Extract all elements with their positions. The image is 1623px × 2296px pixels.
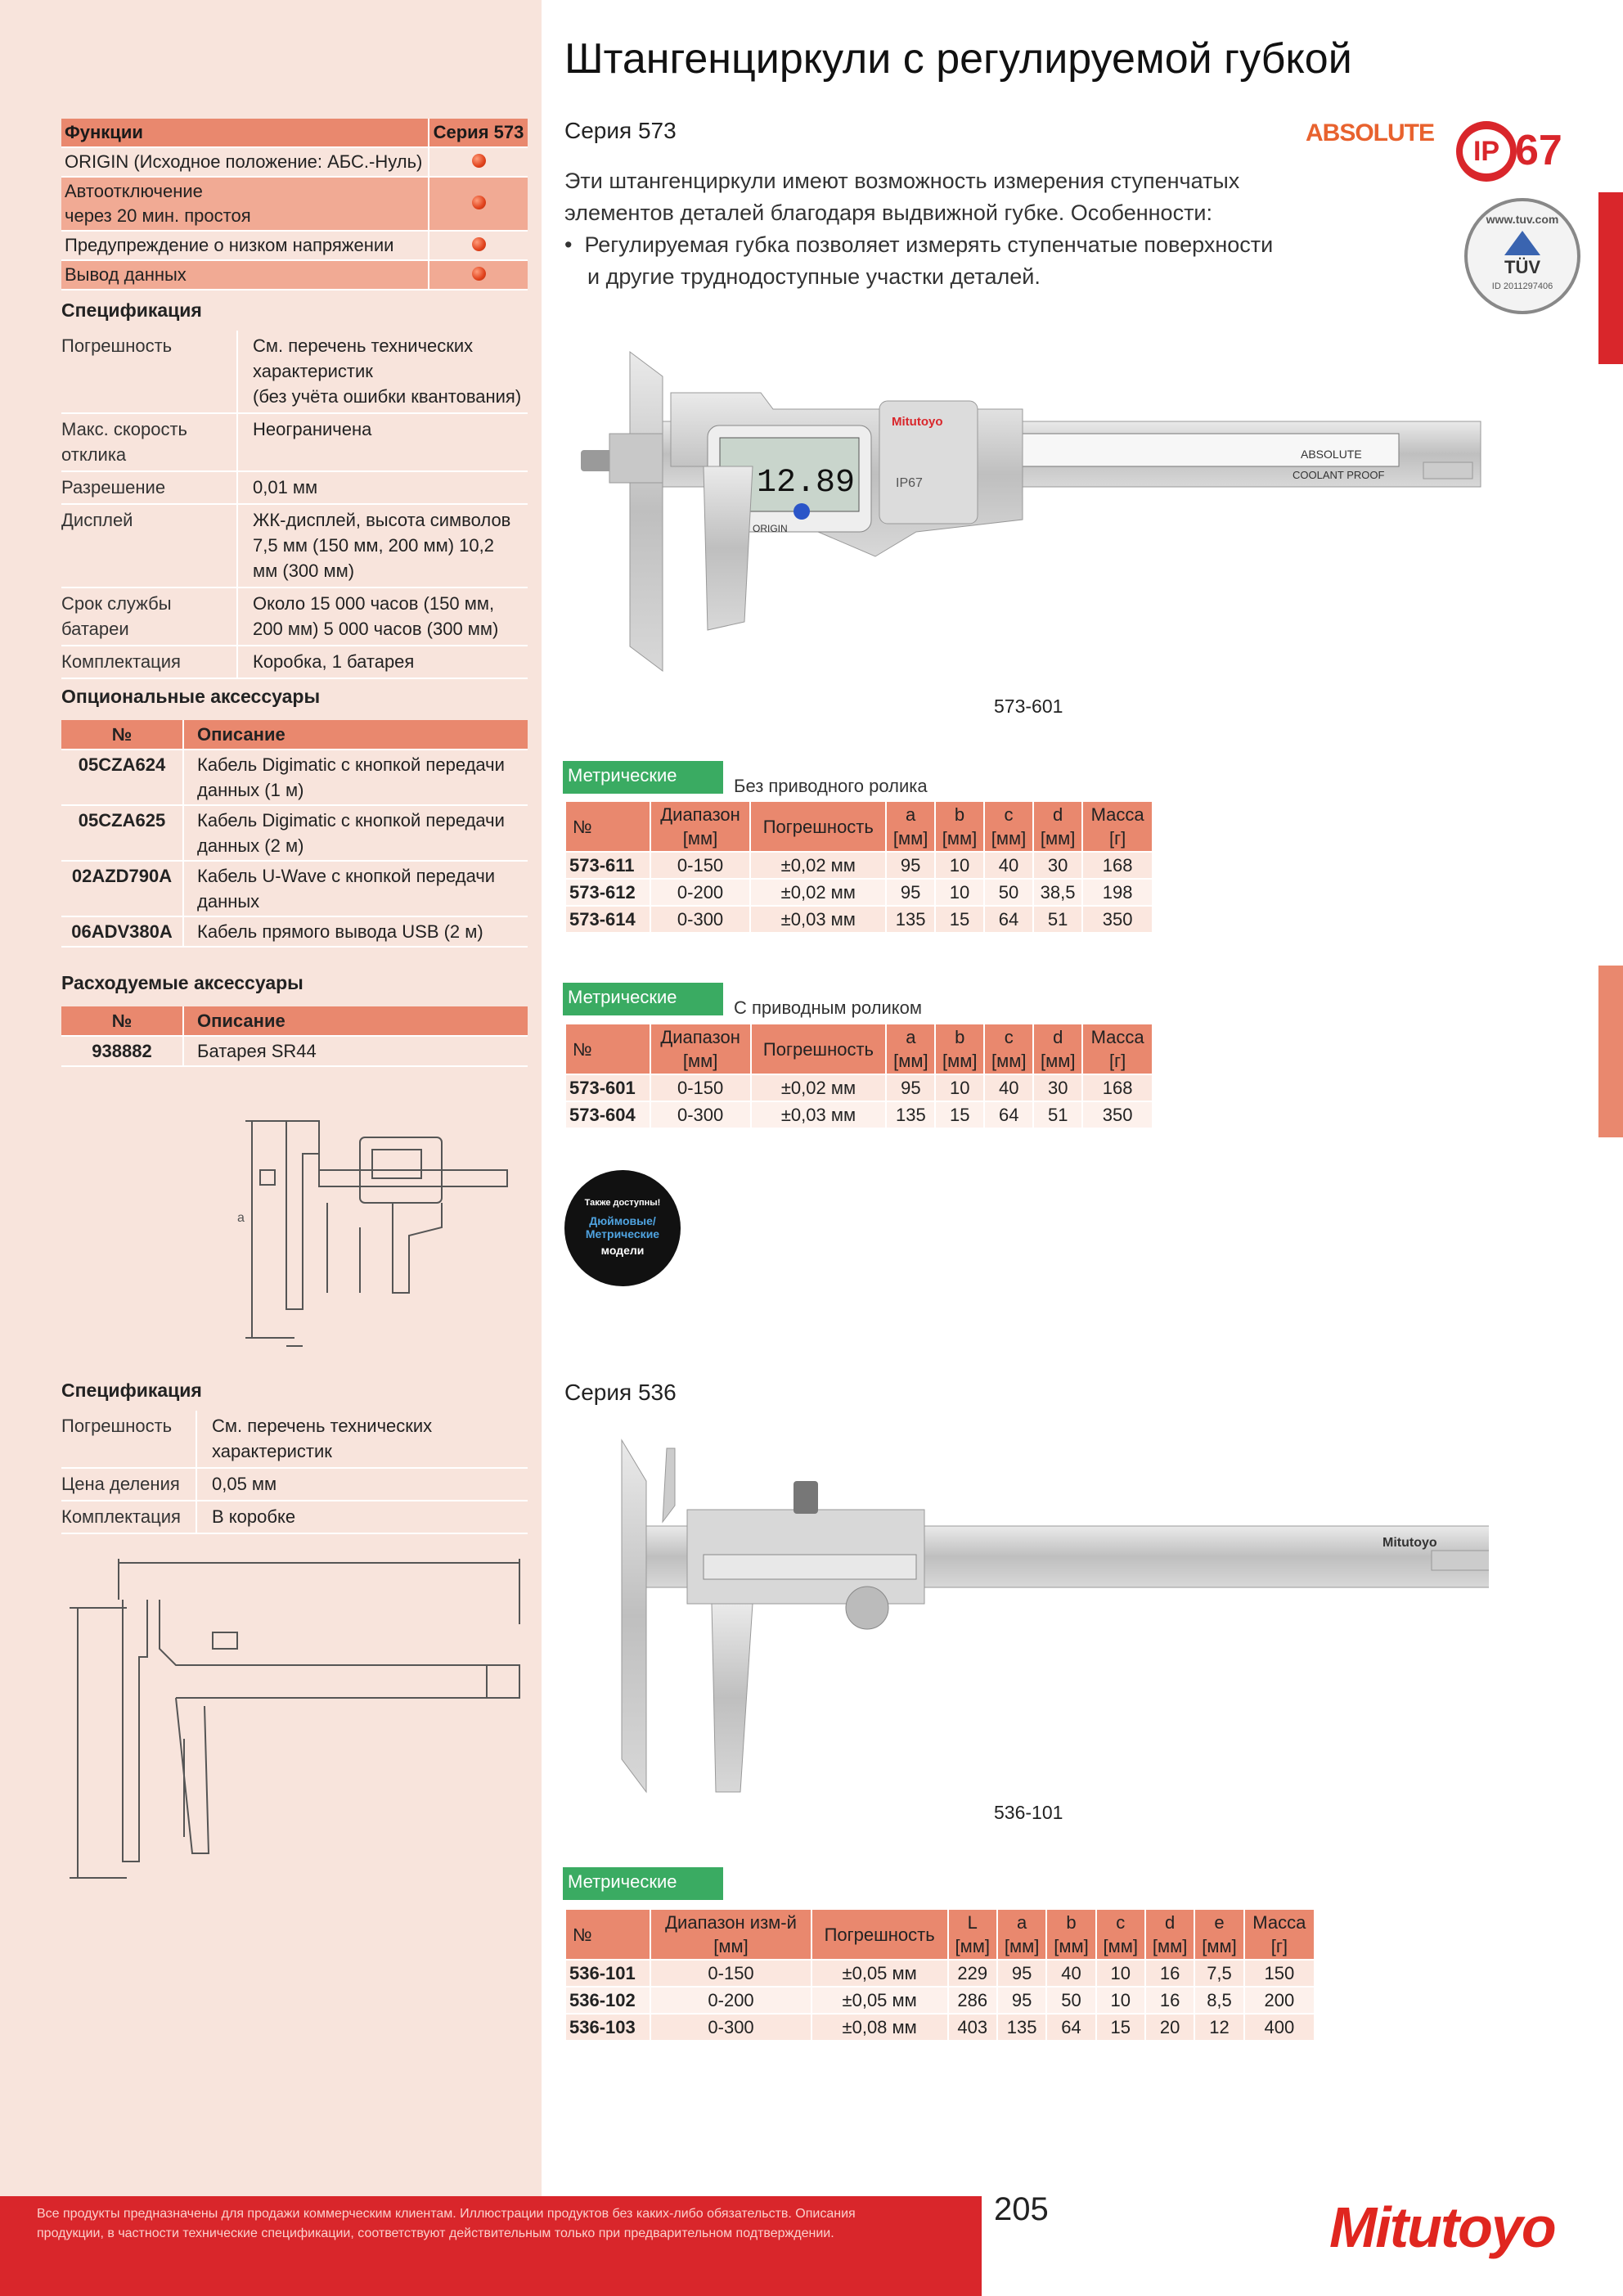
intro-text: Эти штангенциркули имеют возможность измерения ступенчатых элементов деталей благодаря выдвижной губке. Особенности: bbox=[564, 169, 1240, 225]
table-cell: 30 bbox=[1033, 852, 1082, 879]
column-header: c [мм] bbox=[984, 801, 1033, 852]
spec-key: Дисплей bbox=[61, 504, 237, 588]
table-cell: 198 bbox=[1082, 879, 1153, 906]
caliper-absolute-mark: ABSOLUTE bbox=[1301, 448, 1362, 461]
column-header: Масса [г] bbox=[1082, 801, 1153, 852]
table-cell: 16 bbox=[1145, 1960, 1194, 1987]
caliper536-brand: Mitutoyo bbox=[1382, 1536, 1437, 1550]
dimension-drawing-536 bbox=[61, 1551, 536, 1902]
caliper-573-image bbox=[564, 344, 1489, 687]
acc-part-number: 05CZA625 bbox=[61, 805, 183, 861]
feature-support bbox=[429, 260, 528, 290]
table-536 bbox=[564, 1908, 1315, 2042]
feature-support bbox=[429, 147, 528, 177]
spec536-table bbox=[61, 1411, 528, 1534]
column-header: № bbox=[565, 1024, 650, 1074]
table-cell: 135 bbox=[886, 906, 935, 933]
ip-number: 67 bbox=[1515, 127, 1562, 174]
table-header-row bbox=[565, 1024, 1153, 1074]
model-number: 536-103 bbox=[565, 2014, 650, 2041]
table-cell: 15 bbox=[935, 906, 984, 933]
table-cell: 95 bbox=[886, 879, 935, 906]
column-header: Масса [г] bbox=[1244, 1909, 1315, 1960]
lcd-reading: 12.89 bbox=[757, 465, 856, 502]
table-row bbox=[565, 2014, 1315, 2041]
ip-letters: IP bbox=[1463, 129, 1510, 173]
column-header: a [мм] bbox=[886, 801, 935, 852]
spec-key: Комплектация bbox=[61, 646, 237, 678]
acc-part-number: 938882 bbox=[61, 1036, 183, 1066]
spec-key: Срок службы батареи bbox=[61, 588, 237, 646]
table1-subtitle: Без приводного ролика bbox=[734, 776, 928, 796]
table-cell: 50 bbox=[984, 879, 1033, 906]
table-cell: 0-200 bbox=[650, 1987, 811, 2014]
spec573-table bbox=[61, 331, 528, 679]
spec-key: Комплектация bbox=[61, 1501, 196, 1533]
spec-value: См. перечень технических характеристик bbox=[196, 1411, 528, 1468]
column-header: d [мм] bbox=[1145, 1909, 1194, 1960]
table-cell: 0-300 bbox=[650, 906, 751, 933]
column-header: b [мм] bbox=[935, 801, 984, 852]
spec-row bbox=[61, 1468, 528, 1501]
table-cell: 135 bbox=[886, 1101, 935, 1128]
model-number: 573-604 bbox=[565, 1101, 650, 1128]
optional-table bbox=[61, 720, 528, 948]
side-tab-red bbox=[1598, 192, 1623, 364]
tuv-mark: TÜV bbox=[1504, 257, 1540, 277]
model-number: 573-614 bbox=[565, 906, 650, 933]
table-cell: 10 bbox=[935, 879, 984, 906]
caption-573: 573-601 bbox=[994, 696, 1063, 717]
origin-button-label: ORIGIN bbox=[753, 523, 788, 534]
spec-key: Макс. скорость отклика bbox=[61, 413, 237, 471]
feature-name: ORIGIN (Исходное положение: АБС.-Нуль) bbox=[61, 147, 429, 177]
spec-key: Погрешность bbox=[61, 331, 237, 413]
feature-name: Вывод данных bbox=[61, 260, 429, 290]
column-header: b [мм] bbox=[935, 1024, 984, 1074]
metric-tag-3: Метрические bbox=[563, 1867, 723, 1900]
absolute-badge: ABSOLUTE bbox=[1306, 119, 1434, 146]
acc-row bbox=[61, 916, 528, 947]
spec-key: Погрешность bbox=[61, 1411, 196, 1468]
acc-part-number: 05CZA624 bbox=[61, 750, 183, 805]
acc-part-number: 02AZD790A bbox=[61, 861, 183, 916]
model-number: 536-101 bbox=[565, 1960, 650, 1987]
table-cell: 30 bbox=[1033, 1074, 1082, 1101]
spec-value: Неограничена bbox=[237, 413, 528, 471]
spec-value: ЖК-дисплей, высота символов 7,5 мм (150 мм, 200 мм) 10,2 мм (300 мм) bbox=[237, 504, 528, 588]
table-cell: 0-300 bbox=[650, 1101, 751, 1128]
metric-tag-1: Метрические bbox=[563, 761, 723, 794]
model-number: 573-601 bbox=[565, 1074, 650, 1101]
table2-subtitle: С приводным роликом bbox=[734, 997, 923, 1018]
column-header: a [мм] bbox=[886, 1024, 935, 1074]
spec-value: Коробка, 1 батарея bbox=[237, 646, 528, 678]
table-row bbox=[565, 1960, 1315, 1987]
table-cell: ±0,05 мм bbox=[812, 1987, 948, 2014]
caliper-coolant-mark: COOLANT PROOF bbox=[1293, 469, 1385, 481]
series573-intro bbox=[564, 165, 1301, 293]
column-header: Погрешность bbox=[812, 1909, 948, 1960]
table-cell: 229 bbox=[948, 1960, 997, 1987]
feature-row bbox=[61, 177, 528, 231]
table-cell: 95 bbox=[997, 1960, 1046, 1987]
feature-row bbox=[61, 260, 528, 290]
intro-bullet: • Регулируемая губка позволяет измерять ступенчатые поверхности и другие труднодоступные участки деталей. bbox=[564, 232, 1274, 289]
feature-row bbox=[61, 231, 528, 260]
acc-description: Кабель прямого вывода USB (2 м) bbox=[183, 916, 528, 947]
acc-description: Кабель Digimatic с кнопкой передачи данных (2 м) bbox=[183, 805, 528, 861]
dimension-drawing-573 bbox=[237, 1105, 519, 1350]
caliper-ip-mark: IP67 bbox=[896, 476, 923, 490]
tuv-id: ID 2011297406 bbox=[1491, 281, 1553, 291]
table-cell: 95 bbox=[886, 1074, 935, 1101]
spec536-title: Спецификация bbox=[61, 1380, 202, 1401]
table-cell: 350 bbox=[1082, 906, 1153, 933]
table-cell: 64 bbox=[1046, 2014, 1095, 2041]
series573-label: Серия 573 bbox=[564, 118, 677, 143]
table-cell: ±0,03 мм bbox=[751, 1101, 887, 1128]
drawing-label-a: a bbox=[237, 1211, 245, 1225]
table-cell: 0-150 bbox=[650, 852, 751, 879]
acc-header-row bbox=[61, 720, 528, 750]
table-cell: 12 bbox=[1194, 2014, 1243, 2041]
spec-value: Около 15 000 часов (150 мм, 200 мм) 5 000 часов (300 мм) bbox=[237, 588, 528, 646]
table-cell: 15 bbox=[1096, 2014, 1145, 2041]
column-header: c [мм] bbox=[984, 1024, 1033, 1074]
model-number: 536-102 bbox=[565, 1987, 650, 2014]
column-header: L [мм] bbox=[948, 1909, 997, 1960]
column-header: b [мм] bbox=[1046, 1909, 1095, 1960]
table-cell: 40 bbox=[984, 1074, 1033, 1101]
spec-row bbox=[61, 646, 528, 678]
column-header: Масса [г] bbox=[1082, 1024, 1153, 1074]
table-cell: 200 bbox=[1244, 1987, 1315, 2014]
table-cell: ±0,03 мм bbox=[750, 906, 886, 933]
column-header: Диапазон изм-й [мм] bbox=[650, 1909, 811, 1960]
spec-row bbox=[61, 504, 528, 588]
ip67-badge bbox=[1456, 121, 1595, 187]
spec-row bbox=[61, 588, 528, 646]
feature-support bbox=[429, 231, 528, 260]
acc-row bbox=[61, 805, 528, 861]
table-573-roller bbox=[564, 1023, 1153, 1129]
acc-header-num: № bbox=[61, 720, 183, 750]
spec-row bbox=[61, 1501, 528, 1533]
table-cell: 10 bbox=[935, 1074, 984, 1101]
caption-536: 536-101 bbox=[994, 1802, 1063, 1823]
spec573-title: Спецификация bbox=[61, 299, 202, 321]
table-cell: 95 bbox=[997, 1987, 1046, 2014]
column-header: d [мм] bbox=[1033, 1024, 1082, 1074]
page-title: Штангенциркули с регулируемой губкой bbox=[564, 35, 1352, 83]
table-cell: 64 bbox=[984, 1101, 1033, 1128]
table-cell: 168 bbox=[1082, 1074, 1153, 1101]
acc-header-desc: Описание bbox=[183, 720, 528, 750]
table-cell: 38,5 bbox=[1033, 879, 1082, 906]
caliper-brand: Mitutoyo bbox=[892, 415, 943, 429]
mitutoyo-logo: Mitutoyo bbox=[1329, 2195, 1555, 2259]
acc-header-desc: Описание bbox=[183, 1006, 528, 1036]
badge-mid-text: Дюймовые/ Метрические bbox=[585, 1214, 660, 1240]
spec-value: 0,01 мм bbox=[237, 471, 528, 504]
acc-header-num: № bbox=[61, 1006, 183, 1036]
table-row bbox=[565, 1074, 1153, 1101]
table-cell: ±0,05 мм bbox=[812, 1960, 948, 1987]
table-row bbox=[565, 906, 1153, 933]
model-number: 573-612 bbox=[565, 879, 650, 906]
table-row bbox=[565, 852, 1153, 879]
supported-dot-icon bbox=[472, 267, 486, 281]
feature-support bbox=[429, 177, 528, 231]
table-row bbox=[565, 1987, 1315, 2014]
spec-value: В коробке bbox=[196, 1501, 528, 1533]
table-cell: 400 bbox=[1244, 2014, 1315, 2041]
table-cell: 64 bbox=[984, 906, 1033, 933]
table-cell: 40 bbox=[984, 852, 1033, 879]
table-cell: 10 bbox=[935, 852, 984, 879]
supported-dot-icon bbox=[472, 196, 486, 209]
table-cell: 16 bbox=[1145, 1987, 1194, 2014]
supported-dot-icon bbox=[472, 154, 486, 168]
spec-key: Разрешение bbox=[61, 471, 237, 504]
table-cell: 20 bbox=[1145, 2014, 1194, 2041]
table-573-no-roller bbox=[564, 800, 1153, 934]
consumable-title: Расходуемые аксессуары bbox=[61, 972, 303, 993]
column-header: № bbox=[565, 1909, 650, 1960]
tuv-badge bbox=[1464, 198, 1580, 314]
table-cell: 15 bbox=[935, 1101, 984, 1128]
series-header: Серия 573 bbox=[429, 119, 528, 147]
table-cell: 350 bbox=[1082, 1101, 1153, 1128]
table-row bbox=[565, 1101, 1153, 1128]
column-header: № bbox=[565, 801, 650, 852]
table-cell: 0-300 bbox=[650, 2014, 811, 2041]
spec-value: См. перечень технических характеристик (без учёта ошибки квантования) bbox=[237, 331, 528, 413]
spec-value: 0,05 мм bbox=[196, 1468, 528, 1501]
acc-row bbox=[61, 750, 528, 805]
feature-row bbox=[61, 147, 528, 177]
feature-name: Автоотключение через 20 мин. простоя bbox=[61, 177, 429, 231]
table-cell: 10 bbox=[1096, 1960, 1145, 1987]
spec-row bbox=[61, 331, 528, 413]
table-cell: 95 bbox=[886, 852, 935, 879]
caliper-536-image bbox=[564, 1432, 1489, 1800]
acc-description: Кабель Digimatic с кнопкой передачи данных (1 м) bbox=[183, 750, 528, 805]
column-header: a [мм] bbox=[997, 1909, 1046, 1960]
column-header: c [мм] bbox=[1096, 1909, 1145, 1960]
spec-row bbox=[61, 413, 528, 471]
column-header: e [мм] bbox=[1194, 1909, 1243, 1960]
column-header: Диапазон [мм] bbox=[650, 1024, 751, 1074]
series536-label: Серия 536 bbox=[564, 1380, 677, 1405]
spec-row bbox=[61, 471, 528, 504]
column-header: d [мм] bbox=[1033, 801, 1082, 852]
model-number: 573-611 bbox=[565, 852, 650, 879]
table-cell: ±0,02 мм bbox=[750, 852, 886, 879]
table-cell: ±0,08 мм bbox=[812, 2014, 948, 2041]
acc-description: Батарея SR44 bbox=[183, 1036, 528, 1066]
table-cell: 10 bbox=[1096, 1987, 1145, 2014]
inch-metric-badge bbox=[564, 1170, 681, 1286]
badge-bot-text: модели bbox=[600, 1244, 645, 1257]
table-cell: ±0,02 мм bbox=[750, 879, 886, 906]
acc-header-row bbox=[61, 1006, 528, 1036]
bullet-text: Регулируемая губка позволяет измерять ступенчатые поверхности и другие труднодоступные участки деталей. bbox=[584, 232, 1274, 289]
table-header-row bbox=[565, 1909, 1315, 1960]
spec-key: Цена деления bbox=[61, 1468, 196, 1501]
table-cell: 7,5 bbox=[1194, 1960, 1243, 1987]
footer-note: Все продукты предназначены для продажи коммерческим клиентам. Иллюстрации продуктов без каких-либо обязательств. Описания продукции, в частности технические спецификации, соответствуют действительным только при предварительном подтверждении. bbox=[37, 2207, 856, 2240]
features-table bbox=[61, 119, 528, 290]
acc-row bbox=[61, 1036, 528, 1066]
table-header-row bbox=[565, 801, 1153, 852]
table-cell: 51 bbox=[1033, 906, 1082, 933]
table-cell: 0-200 bbox=[650, 879, 751, 906]
table-cell: 168 bbox=[1082, 852, 1153, 879]
table-cell: 150 bbox=[1244, 1960, 1315, 1987]
table-cell: 40 bbox=[1046, 1960, 1095, 1987]
column-header: Погрешность bbox=[750, 801, 886, 852]
table-cell: 0-150 bbox=[650, 1960, 811, 1987]
acc-description: Кабель U-Wave с кнопкой передачи данных bbox=[183, 861, 528, 916]
table-cell: 286 bbox=[948, 1987, 997, 2014]
table-cell: 8,5 bbox=[1194, 1987, 1243, 2014]
column-header: Погрешность bbox=[751, 1024, 887, 1074]
column-header: Диапазон [мм] bbox=[650, 801, 751, 852]
optional-title: Опциональные аксессуары bbox=[61, 686, 321, 707]
table-cell: 135 bbox=[997, 2014, 1046, 2041]
badge-top-text: Также доступны! bbox=[584, 1198, 661, 1208]
acc-part-number: 06ADV380A bbox=[61, 916, 183, 947]
table-cell: 50 bbox=[1046, 1987, 1095, 2014]
page-number: 205 bbox=[994, 2191, 1049, 2227]
supported-dot-icon bbox=[472, 237, 486, 251]
consumable-table bbox=[61, 1006, 528, 1067]
table-cell: 51 bbox=[1033, 1101, 1082, 1128]
acc-row bbox=[61, 861, 528, 916]
side-tab-salmon bbox=[1598, 966, 1623, 1137]
metric-tag-2: Метрические bbox=[563, 983, 723, 1015]
tuv-triangle-icon bbox=[1504, 231, 1540, 255]
table-cell: 0-150 bbox=[650, 1074, 751, 1101]
feature-name: Предупреждение о низком напряжении bbox=[61, 231, 429, 260]
table-row bbox=[565, 879, 1153, 906]
spec-row bbox=[61, 1411, 528, 1468]
tuv-url: www.tuv.com bbox=[1486, 213, 1559, 226]
features-header: Функции bbox=[61, 119, 429, 147]
table-cell: 403 bbox=[948, 2014, 997, 2041]
table-cell: ±0,02 мм bbox=[751, 1074, 887, 1101]
